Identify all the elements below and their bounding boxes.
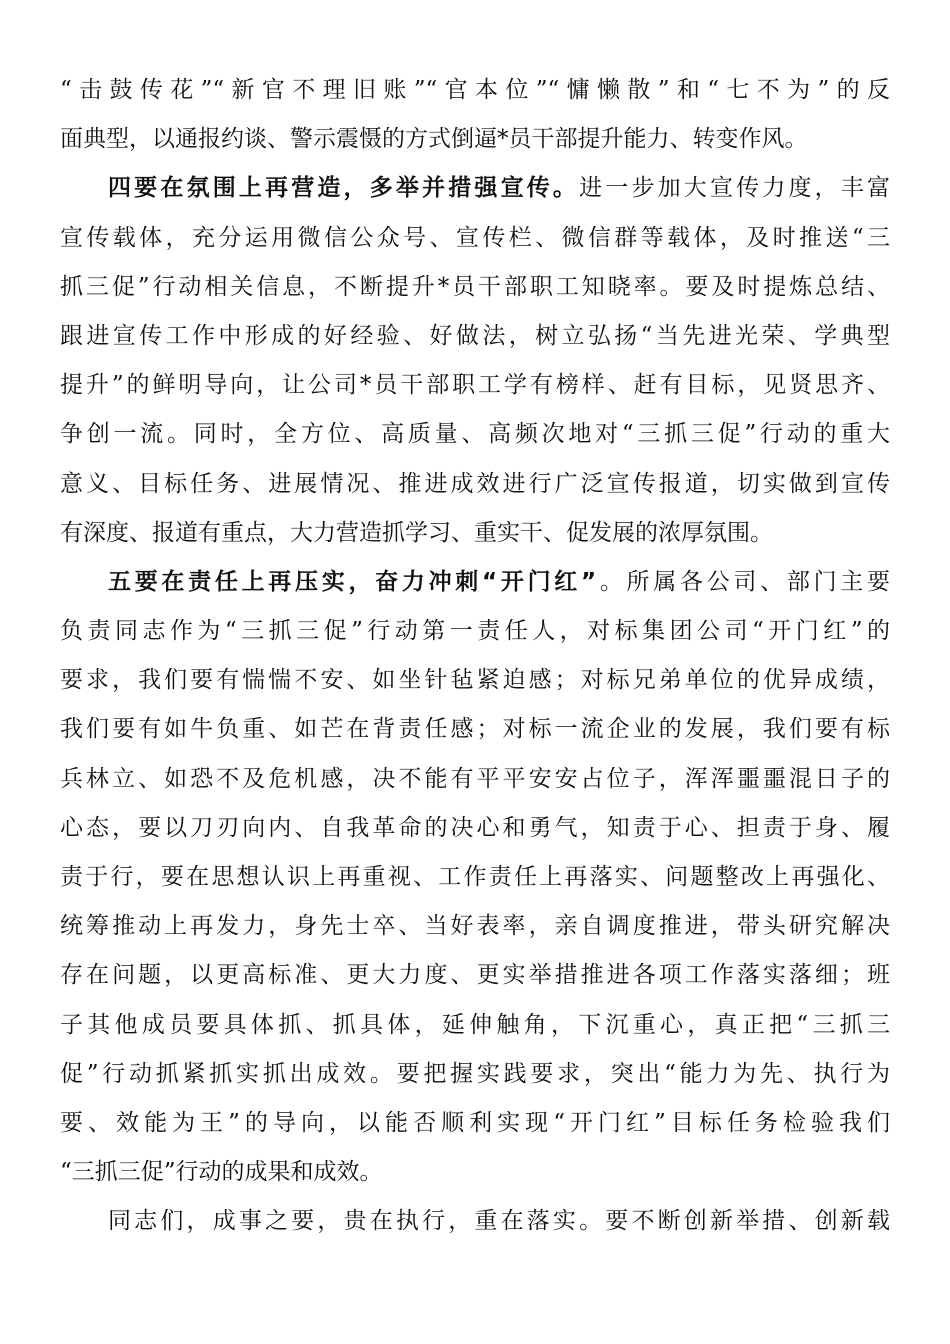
paragraph-2-line-8: 有深度、报道有重点，大力营造抓学习、重实干、促发展的浓厚氛围。: [60, 519, 773, 546]
paragraph-3-line-6: 心态，要以刀刃向内、自我革命的决心和勇气，知责于心、担责于身、履: [60, 814, 890, 841]
paragraph-3-line-8: 统筹推动上再发力，身先士卒、当好表率，亲自调度推进，带头研究解决: [60, 913, 890, 940]
paragraph-3-line-1-text: 。所属各公司、部门主要: [596, 568, 890, 595]
paragraph-3-line-5: 兵林立、如恐不及危机感，决不能有平平安安占位子，浑浑噩噩混日子的: [60, 765, 890, 792]
paragraph-2-line-5: 提升”的鲜明导向，让公司*员干部职工学有榜样、赶有目标，见贤思齐、: [60, 372, 890, 399]
document-body: [60, 66, 890, 1247]
paragraph-3-line-11: 促”行动抓紧抓实抓出成效。要把握实践要求，突出“能力为先、执行为: [60, 1060, 890, 1087]
paragraph-2-line-2: 宣传载体，充分运用微信公众号、宣传栏、微信群等载体，及时推送“三: [60, 224, 890, 251]
paragraph-4-line-1: 同志们，成事之要，贵在执行，重在落实。要不断创新举措、创新载: [108, 1208, 890, 1235]
paragraph-3-line-13: “三抓三促”行动的成果和成效。: [60, 1159, 383, 1186]
paragraph-2-line-7: 意义、目标任务、进展情况、推进成效进行广泛宣传报道，切实做到宣传: [60, 470, 890, 497]
paragraph-3-line-2: 负责同志作为“三抓三促”行动第一责任人，对标集团公司“开门红”的: [60, 618, 890, 645]
section-5-heading: 五要在责任上再压实，奋力冲刺“开门红”: [108, 568, 597, 595]
paragraph-2-line-3: 抓三促”行动相关信息，不断提升*员干部职工知晓率。要及时提炼总结、: [60, 273, 890, 300]
paragraph-1-line-1: “击鼓传花”“新官不理旧账”“官本位”“慵懒散”和“七不为”的反: [60, 77, 890, 103]
paragraph-3-line-3: 要求，我们要有惴惴不安、如坐针毡紧迫感；对标兄弟单位的优异成绩，: [60, 667, 890, 694]
paragraph-3-line-7: 责于行，要在思想认识上再重视、工作责任上再落实、问题整改上再强化、: [60, 864, 890, 890]
paragraph-2-line-4: 跟进宣传工作中形成的好经验、好做法，树立弘扬“当先进光荣、学典型: [60, 322, 890, 349]
section-4-heading: 四要在氛围上再营造，多举并措强宣传。: [108, 175, 580, 202]
paragraph-2-line-6: 争创一流。同时，全方位、高质量、高频次地对“三抓三促”行动的重大: [60, 421, 890, 448]
paragraph-3-line-12: 要、效能为王”的导向，以能否顺利实现“开门红”目标任务检验我们: [60, 1109, 890, 1136]
paragraph-3-line-1: [60, 558, 890, 607]
paragraph-3-line-10: 子其他成员要具体抓、抓具体，延伸触角，下沉重心，真正把“三抓三: [60, 1011, 890, 1038]
paragraph-1-line-2: 面典型，以通报约谈、警示震慑的方式倒逼*员干部提升能力、转变作风。: [60, 126, 808, 153]
paragraph-3-line-9: 存在问题，以更高标准、更大力度、更实举措推进各项工作落实落细；班: [60, 962, 890, 989]
paragraph-2-line-1: [60, 164, 890, 213]
paragraph-2-line-1-text: 进一步加大宣传力度，丰富: [579, 175, 890, 202]
paragraph-3-line-4: 我们要有如牛负重、如芒在背责任感；对标一流企业的发展，我们要有标: [60, 716, 890, 743]
